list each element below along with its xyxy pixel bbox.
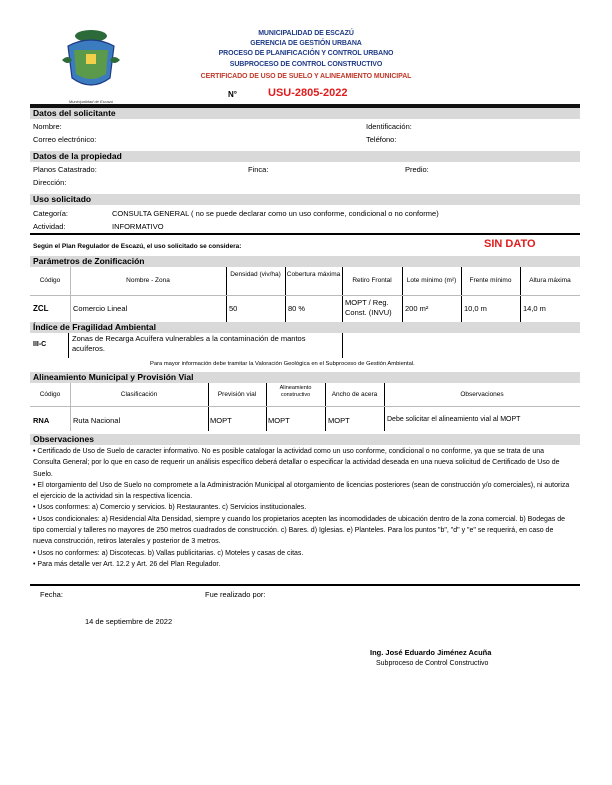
grid-line: [68, 333, 69, 358]
section-solicitante: Datos del solicitante: [30, 108, 580, 119]
header-line-2: GERENCIA DE GESTIÓN URBANA: [250, 40, 362, 47]
ali-prevision: MOPT: [210, 416, 232, 425]
ali-observaciones: Debe solicitar el alineamiento vial al MOPT: [387, 416, 521, 423]
ali-header-acera: Ancho de acera: [331, 391, 378, 398]
observacion-item: • Para más detalle ver Art. 12.2 y Art. 26 del Plan Regulador.: [33, 560, 221, 568]
observaciones-list: [33, 446, 573, 570]
grid-line: [30, 406, 580, 407]
ali-codigo: RNA: [33, 416, 50, 425]
divider: [30, 584, 580, 586]
actividad-label: Actividad:: [33, 222, 66, 231]
zon-frente: 10,0 m: [464, 304, 487, 313]
grid-line: [342, 333, 343, 358]
correo-label: Correo electrónico:: [33, 135, 97, 144]
categoria-label: Categoría:: [33, 209, 69, 218]
section-propiedad: Datos de la propiedad: [30, 151, 580, 162]
section-zonificacion: Parámetros de Zonificación: [30, 256, 580, 267]
header-line-3: PROCESO DE PLANIFICACIÓN Y CONTROL URBANO: [218, 50, 394, 57]
plan-status: SIN DATO: [484, 238, 536, 250]
zon-lote: 200 m²: [405, 304, 429, 313]
nombre-label: Nombre:: [33, 122, 62, 131]
zon-codigo: ZCL: [33, 304, 49, 313]
zon-header-codigo: Código: [39, 277, 61, 284]
ali-acera: MOPT: [328, 416, 350, 425]
zon-header-cobertura: Cobertura máxima: [286, 271, 341, 278]
categoria-value: CONSULTA GENERAL ( no se puede declarar como un uso conforme, condicional o no conforme): [112, 209, 439, 218]
direccion-label: Dirección:: [33, 178, 67, 187]
grid-line: [30, 295, 580, 296]
ali-header-alineamiento: Alineamiento constructivo: [279, 385, 312, 398]
telefono-label: Teléfono:: [366, 135, 397, 144]
section-fragilidad: Índice de Fragilidad Ambiental: [30, 322, 580, 333]
planos-label: Planos Catastrado:: [33, 165, 97, 174]
identificacion-label: Identificación:: [366, 122, 412, 131]
header-line-1: MUNICIPALIDAD DE ESCAZÚ: [258, 30, 354, 37]
section-uso: Uso solicitado: [30, 194, 580, 205]
zon-header-densidad: Densidad (viv/ha): [230, 271, 281, 278]
zon-header-retiro: Retiro Frontal: [352, 277, 392, 284]
signer-role: Subproceso de Control Constructivo: [376, 660, 489, 667]
number-label: N°: [228, 90, 237, 99]
observacion-item: • Certificado de Uso de Suelo de caracter informativo. No es posible catalogar la actividad como un uso conforme, condicional o no conforme, ya que se trata de una Consulta General; por lo que en caso de requerir un análisis específico deberá detallar o especificar la actividad deseada en una nueva solicitud de Certificado de Uso de Suelo.: [33, 448, 560, 478]
zon-header-lote: Lote mínimo (m²): [406, 277, 457, 284]
zon-densidad: 50: [229, 304, 238, 313]
zon-nombre: Comercio Lineal: [73, 304, 128, 313]
ali-clasificacion: Ruta Nacional: [73, 416, 121, 425]
section-observaciones: Observaciones: [30, 434, 580, 445]
fecha-value: 14 de septiembre de 2022: [85, 617, 173, 626]
fecha-label: Fecha:: [40, 590, 63, 599]
zon-retiro: MOPT / Reg. Const. (INVU): [345, 298, 392, 317]
header-line-4: SUBPROCESO DE CONTROL CONSTRUCTIVO: [229, 61, 383, 68]
signer-name: Ing. José Eduardo Jiménez Acuña: [370, 648, 492, 657]
ali-header-clasificacion: Clasificación: [120, 391, 158, 398]
zon-header-nombre: Nombre - Zona: [126, 277, 170, 284]
fragilidad-code: III-C: [33, 341, 47, 348]
certificate-number: USU-2805-2022: [268, 87, 348, 99]
ali-alineamiento: MOPT: [268, 416, 290, 425]
ali-header-prevision: Previsión vial: [217, 391, 257, 398]
ali-header-observaciones: Observaciones: [460, 391, 504, 398]
observacion-item: • El otorgamiento del Uso de Suelo no compromete a la Administración Municipal al otorgamiento de licencias posteriores (sean de construcción y/o comerciales), ni autoriza el ejercicio de la actividad sin la respectiva licencia.: [33, 481, 570, 501]
ali-header-codigo: Código: [39, 391, 61, 398]
document-title: CERTIFICADO DE USO DE SUELO Y ALINEAMIENTO MUNICIPAL: [200, 73, 412, 80]
section-alineamiento: Alineamiento Municipal y Provisión Vial: [30, 372, 580, 383]
actividad-value: INFORMATIVO: [112, 222, 164, 231]
observacion-item: • Usos no conformes: a) Discotecas. b) Vallas publicitarias. c) Moteles y casas de citas.: [33, 549, 304, 557]
observacion-item: • Usos conformes: a) Comercio y servicios. b) Restaurantes. c) Servicios institucionales.: [33, 504, 307, 512]
realizado-label: Fue realizado por:: [205, 590, 266, 599]
zon-cobertura: 80 %: [288, 304, 306, 313]
plan-text: Según el Plan Regulador de Escazú, el uso solicitado se considera:: [33, 243, 242, 250]
predio-label: Predio:: [405, 165, 429, 174]
fragilidad-desc: Zonas de Recarga Acuífera vulnerables a la contaminación de mantos acuíferos.: [72, 334, 306, 353]
finca-label: Finca:: [248, 165, 269, 174]
zon-header-frente: Frente mínimo: [469, 277, 512, 284]
observacion-item: • Usos condicionales: a) Residencial Alta Densidad, siempre y cuando los propietarios acepten las incomodidades de ubicación dentro de la zona comercial. b) Bodegas de tipo comercial y talleres no mayores de 250 metros cuadrados de construcción. c) Bares. d) Iglesias. e) Planteles. Para los puntos "b", "d" y "e" se requerirá, en caso de nueva construcción, retiros laterales y posterior de 3 metros.: [33, 515, 566, 546]
zon-altura: 14,0 m: [523, 304, 546, 313]
fragilidad-note: Para mayor información debe tramitar la Valoración Geológica en el Subproceso de Gestión Ambiental.: [150, 361, 415, 367]
logo-caption: Municipalidad de Escazú: [68, 99, 114, 104]
zon-header-altura: Altura máxima: [529, 277, 571, 284]
divider: [30, 233, 580, 235]
